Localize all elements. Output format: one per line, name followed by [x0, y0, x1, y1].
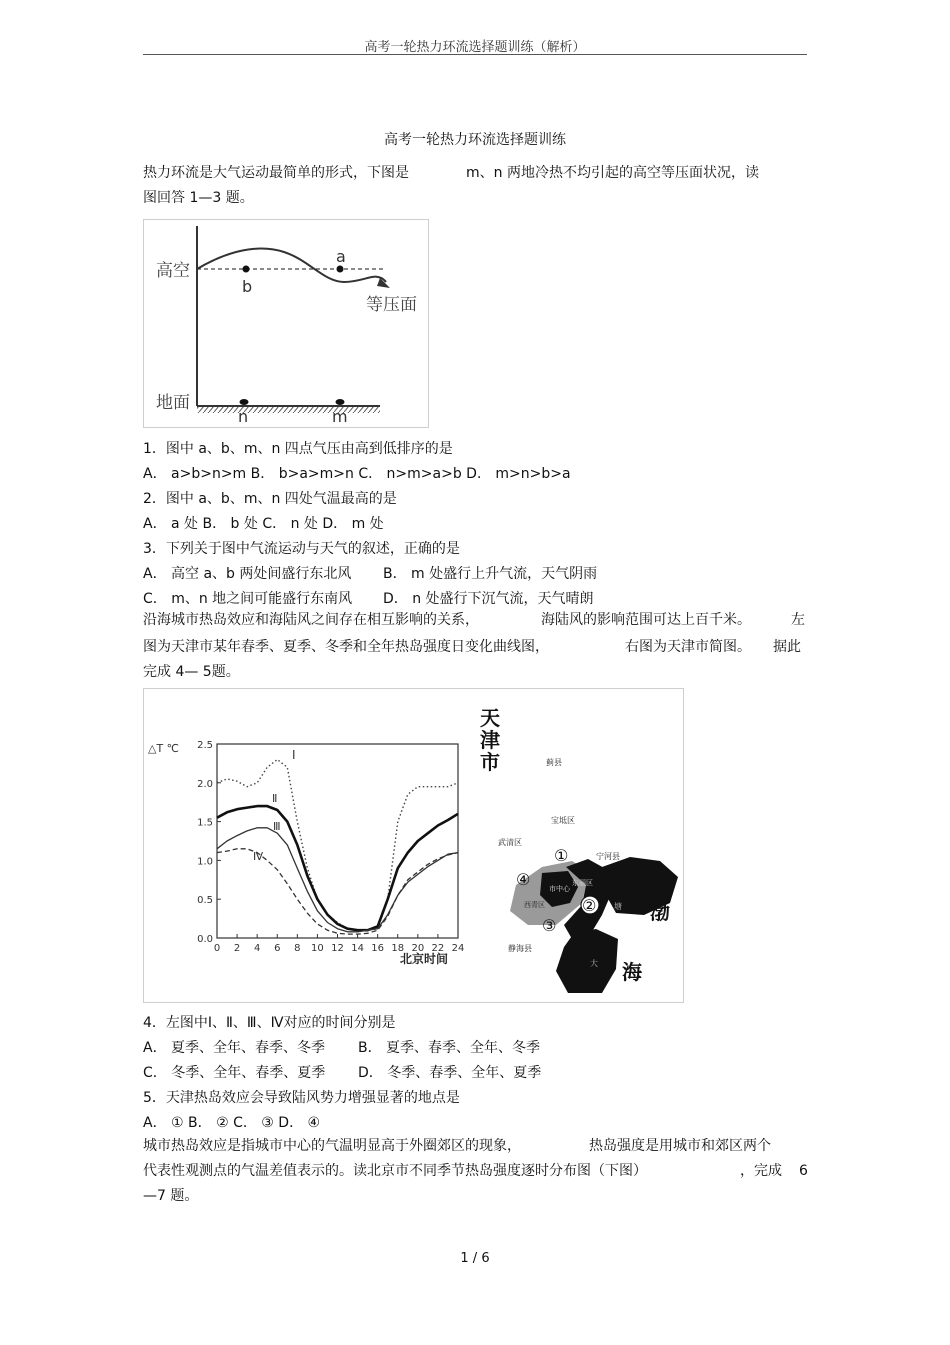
chart-x-axis-label: 北京时间 [400, 952, 449, 966]
series-label-I: Ⅰ [292, 748, 296, 762]
map-place-baodi: 宝坻区 [551, 816, 575, 825]
map-sea-char-bo: 渤 [650, 900, 670, 924]
series-label-III: Ⅲ [273, 820, 281, 833]
label-high-altitude: 高空 [156, 261, 190, 281]
header-rule [143, 54, 807, 55]
isobaric-surface-curve [197, 249, 386, 282]
q2-options: A． a 处 B． b 处 C． n 处 D． m 处 [143, 516, 384, 532]
intro3-line1a: 城市热岛效应是指城市中心的气温明显高于外圈郊区的现象， [143, 1138, 521, 1154]
map-place-ninghe: 宁河县 [596, 852, 620, 861]
x-tick-label: 20 [411, 943, 425, 954]
map-place-jixian: 蓟县 [546, 758, 562, 767]
header-title: 高考一轮热力环流选择题训练（解析） [364, 40, 586, 55]
map-title-char-3: 市 [480, 750, 500, 774]
map-title-char-2: 津 [480, 728, 500, 752]
intro2-line1b: 海陆风的影响范围可达上百千米。 [541, 612, 751, 628]
q3-stem: 3．下列关于图中气流运动与天气的叙述，正确的是 [143, 541, 460, 557]
intro3-line2c: 6 [799, 1163, 808, 1179]
q4-option-d: D． 冬季、春季、全年、夏季 [358, 1065, 542, 1081]
map-place-wuqing: 武清区 [498, 838, 522, 847]
tianjin-map [480, 706, 678, 993]
map-marker-1: ① [554, 846, 569, 865]
label-a: a [336, 247, 346, 266]
x-tick-label: 4 [253, 943, 261, 954]
q4-option-c: C． 冬季、全年、春季、夏季 [143, 1065, 326, 1081]
q3-option-b: B． m 处盛行上升气流，天气阴雨 [383, 566, 598, 582]
q1-stem: 1．图中 a、b、m、n 四点气压由高到低排序的是 [143, 441, 453, 457]
y-tick-label: 2.0 [197, 778, 213, 790]
y-tick-label: 2.5 [197, 740, 213, 751]
x-tick-label: 22 [431, 943, 445, 954]
q1-options: A． a>b>n>m B． b>a>m>n C． n>m>a>b D． m>n>b>a [143, 466, 571, 482]
isobar-diagram [143, 219, 429, 428]
y-tick-label: 0.5 [197, 895, 213, 907]
intro3-line2a: 代表性观测点的气温差值表示的。读北京市不同季节热岛强度逐时分布图（下图） [143, 1163, 647, 1179]
x-tick-label: 6 [274, 943, 281, 954]
series-label-II: Ⅱ [272, 792, 278, 805]
intro3-line2b: ，完成 [740, 1163, 782, 1179]
map-place-dongli: 东丽区 [572, 879, 593, 887]
x-tick-label: 24 [451, 943, 465, 954]
x-tick-label: 2 [233, 943, 241, 954]
q4-option-b: B． 夏季、春季、全年、冬季 [358, 1040, 541, 1056]
series-label-IV: Ⅳ [253, 850, 264, 863]
point-b [243, 266, 250, 273]
point-n [240, 399, 249, 405]
y-tick-label: 1.5 [197, 817, 213, 829]
intro2-line2b: 右图为天津市简图。 [625, 639, 751, 655]
series-line-3 [217, 828, 458, 932]
x-tick-label: 14 [351, 943, 364, 954]
map-marker-2: ② [582, 896, 597, 915]
intro3-line1b: 热岛强度是用城市和郊区两个 [589, 1138, 771, 1154]
intro3-line3: —7 题。 [143, 1188, 199, 1204]
q2-stem: 2．图中 a、b、m、n 四处气温最高的是 [143, 491, 397, 507]
y-tick-label: 1.0 [197, 856, 213, 868]
x-tick-label: 12 [331, 943, 344, 954]
q5-stem: 5．天津热岛效应会导致陆风势力增强显著的地点是 [143, 1090, 460, 1106]
intro1-line1a: 热力环流是大气运动最简单的形式，下图是 [143, 165, 409, 181]
map-marker-4: ④ [516, 870, 531, 889]
intro2-line3: 完成 4— 5题。 [143, 664, 240, 680]
heat-island-figure [143, 688, 684, 1003]
map-place-dagang: 大 [590, 959, 598, 968]
map-marker-3: ③ [542, 916, 557, 935]
map-place-center: 市中心 [549, 885, 570, 893]
q3-option-c: C． m、n 地之间可能盛行东南风 [143, 591, 353, 607]
point-m [336, 399, 345, 405]
document-title: 高考一轮热力环流选择题训练 [384, 132, 566, 148]
page-number: 1 / 6 [460, 1251, 490, 1266]
x-tick-label: 18 [391, 943, 405, 954]
intro2-line2a: 图为天津市某年春季、夏季、冬季和全年热岛强度日变化曲线图， [143, 639, 549, 655]
x-tick-label: 8 [294, 943, 301, 954]
x-tick-label: 10 [311, 943, 324, 954]
intro1-line2: 图回答 1—3 题。 [143, 190, 254, 206]
label-b: b [242, 277, 253, 296]
series-line-1 [217, 760, 458, 931]
q3-option-d: D． n 处盛行下沉气流，天气晴朗 [383, 591, 594, 607]
intro1-line1b: m、n 两地冷热不均引起的高空等压面状况，读 [466, 165, 759, 181]
q4-option-a: A． 夏季、全年、春季、冬季 [143, 1040, 326, 1056]
q3-option-a: A． 高空 a、b 两处间盛行东北风 [143, 566, 352, 582]
label-n: n [238, 407, 249, 426]
y-tick-label: 0.0 [197, 934, 213, 945]
q4-stem: 4．左图中Ⅰ、Ⅱ、Ⅲ、Ⅳ对应的时间分别是 [143, 1015, 396, 1031]
label-m: m [332, 407, 348, 426]
map-place-xiqing: 西青区 [524, 901, 545, 909]
point-a [337, 266, 344, 273]
map-place-tanggu: 塘 [614, 902, 622, 911]
map-title-char-1: 天 [480, 706, 500, 730]
intro2-line2c: 据此 [773, 639, 801, 655]
map-place-jinghai: 静海县 [508, 944, 532, 953]
label-isobar: 等压面 [366, 295, 417, 315]
intro2-line1c: 左 [791, 612, 805, 628]
x-tick-label: 16 [371, 943, 385, 954]
intro2-line1a: 沿海城市热岛效应和海陆风之间存在相互影响的关系， [143, 612, 479, 628]
q5-options: A． ① B． ② C． ③ D． ④ [143, 1115, 321, 1131]
label-ground: 地面 [156, 393, 190, 413]
chart-plot-frame [217, 744, 458, 938]
ground-hatch [197, 407, 380, 413]
x-tick-label: 0 [213, 943, 221, 954]
map-sea-char-hai: 海 [622, 960, 642, 984]
map-dagang-district [556, 929, 618, 993]
chart-y-axis-label: △T ℃ [148, 742, 180, 755]
